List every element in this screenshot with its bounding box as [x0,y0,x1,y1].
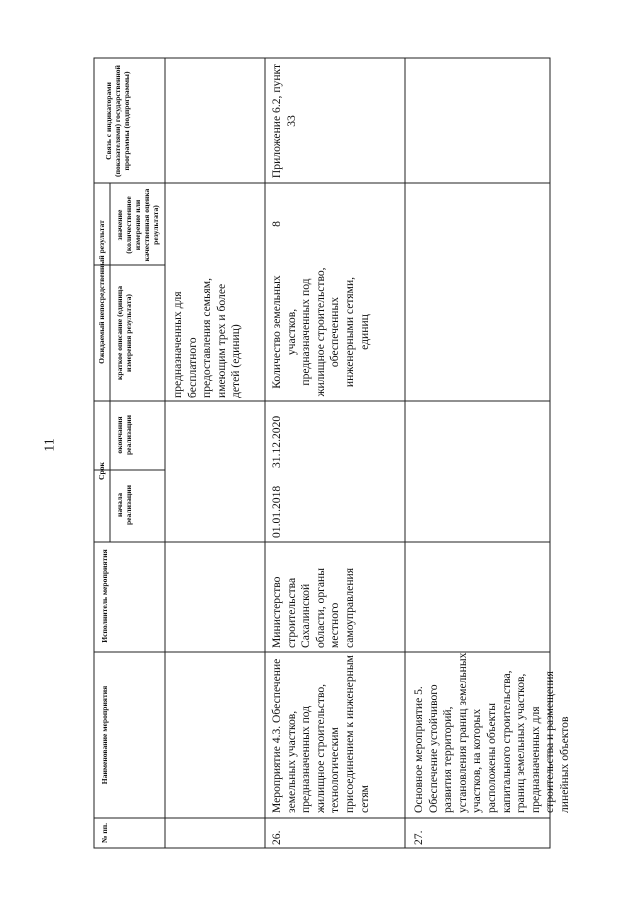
row1-start: 01.01.2018 [270,485,283,538]
header-executor: Исполнитель мероприятия [100,549,109,643]
row1-end: 31.12.2020 [270,415,283,468]
header-num: № пп. [100,822,109,844]
header-term: Срок [97,462,106,480]
row1-name: Мероприятие 4.3. Обеспечение земельных участков, предназначенных под жилищное строительство, технологическим присоединением к инженерным сетям [270,655,371,813]
header-result-value: значение (количественное измерение или качественная оценка результата) [115,188,160,262]
row2-name: Основное мероприятие 5. Обеспечение устойчивого развития территорий, установления границ земельных участков, на которых расположены объекты капитального строительства, границ земельных участков, предназначенных для строительства и размещения линейных объектов [412,652,571,813]
header-link: Связь с индикаторами (показателями) государственной программы (подпрограммы) [104,65,131,177]
row2-num: 27. [412,830,425,845]
row1-link: Приложение 6.2, пункт 33 [270,63,298,179]
header-term-end: окончания реализации [115,414,133,456]
row1-value: 8 [270,221,283,227]
page-number: 11 [42,438,58,452]
row1-executor: Министерство строительства Сахалинской области, органы местного самоуправления [270,567,356,648]
row1-num: 26. [270,830,283,845]
row1-desc: Количество земельных участков, предназначенных под жилищное строительство, обеспеченных инженерными сетями, единиц [270,267,371,397]
header-result: Ожидаемый непосредственный результат [97,220,106,364]
row0-desc: предназначенных для бесплатного предоставления семьям, имеющим трех и более детей (единиц) [171,278,243,398]
header-name: Наименование мероприятия [100,685,109,785]
header-result-desc: краткое описание (единица измерения результата) [115,285,133,381]
header-term-start: начала реализации [115,484,133,526]
